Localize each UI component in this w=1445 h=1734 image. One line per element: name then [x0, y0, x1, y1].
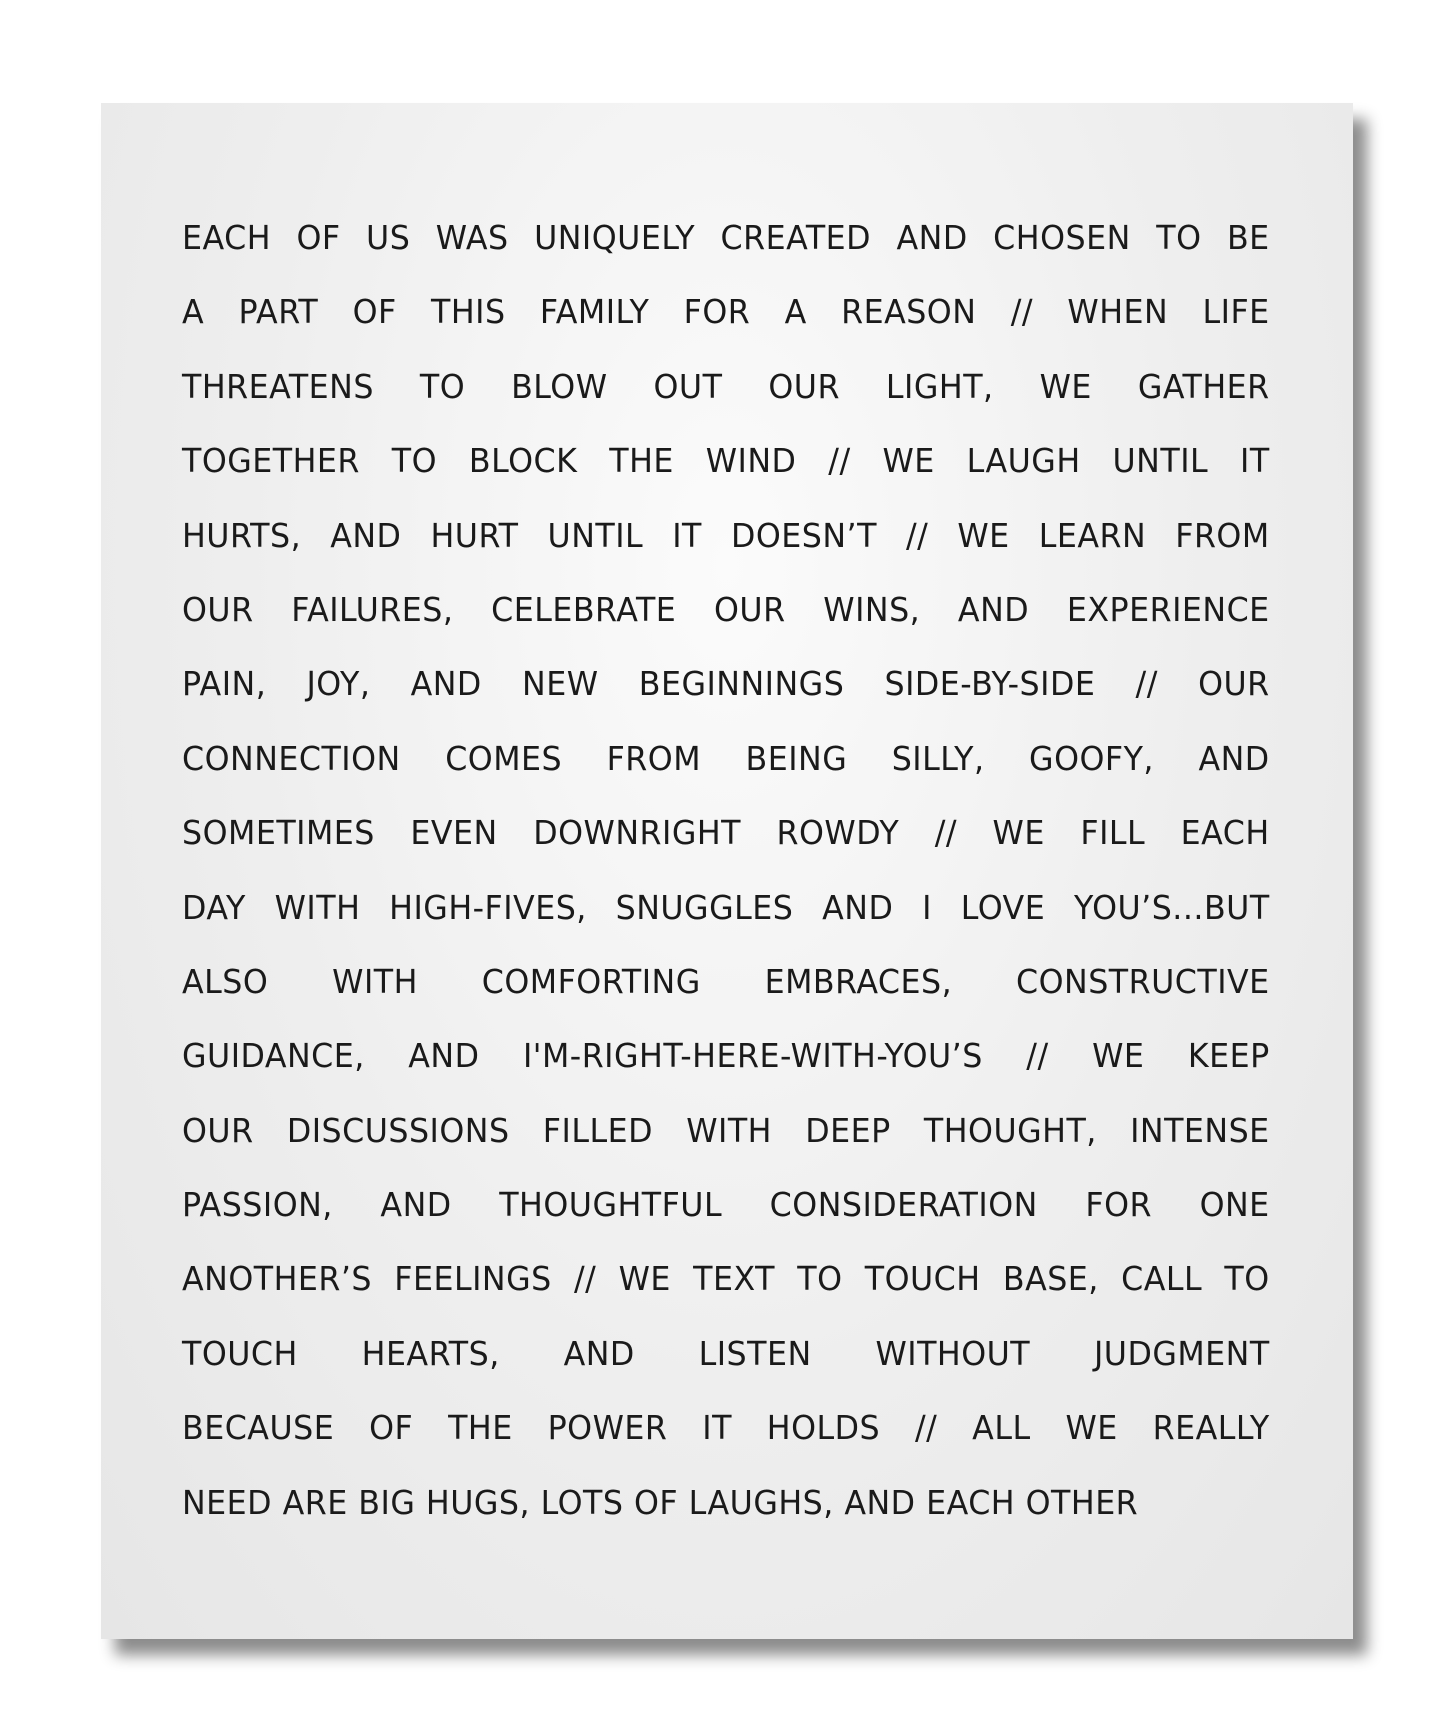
- manifesto-line: DAY WITH HIGH-FIVES, SNUGGLES AND I LOVE YOU’S...BUT: [182, 887, 1270, 927]
- manifesto-line: PAIN, JOY, AND NEW BEGINNINGS SIDE-BY-SIDE // OUR: [182, 664, 1270, 704]
- manifesto-line: TOGETHER TO BLOCK THE WIND // WE LAUGH UNTIL IT: [182, 441, 1270, 481]
- manifesto-line: BECAUSE OF THE POWER IT HOLDS // ALL WE REALLY: [182, 1408, 1270, 1448]
- manifesto-line: THREATENS TO BLOW OUT OUR LIGHT, WE GATHER: [182, 366, 1270, 406]
- manifesto-line: OUR FAILURES, CELEBRATE OUR WINS, AND EXPERIENCE: [182, 589, 1270, 629]
- manifesto-line: CONNECTION COMES FROM BEING SILLY, GOOFY, AND: [182, 738, 1270, 778]
- manifesto-line: EACH OF US WAS UNIQUELY CREATED AND CHOSEN TO BE: [182, 218, 1270, 257]
- manifesto-line: ANOTHER’S FEELINGS // WE TEXT TO TOUCH BASE, CALL TO: [182, 1259, 1270, 1299]
- manifesto-text: [182, 210, 1270, 1549]
- manifesto-line: OUR DISCUSSIONS FILLED WITH DEEP THOUGHT, INTENSE: [182, 1110, 1270, 1150]
- manifesto-line: HURTS, AND HURT UNTIL IT DOESN’T // WE LEARN FROM: [182, 515, 1270, 555]
- manifesto-line: TOUCH HEARTS, AND LISTEN WITHOUT JUDGMENT: [182, 1333, 1270, 1373]
- manifesto-line: NEED ARE BIG HUGS, LOTS OF LAUGHS, AND EACH OTHER: [182, 1482, 1139, 1522]
- manifesto-line: A PART OF THIS FAMILY FOR A REASON // WHEN LIFE: [182, 292, 1270, 332]
- manifesto-line: GUIDANCE, AND I'M-RIGHT-HERE-WITH-YOU’S // WE KEEP: [182, 1036, 1270, 1076]
- manifesto-line: SOMETIMES EVEN DOWNRIGHT ROWDY // WE FILL EACH: [182, 813, 1270, 853]
- manifesto-line: ALSO WITH COMFORTING EMBRACES, CONSTRUCTIVE: [182, 961, 1270, 1001]
- manifesto-line: PASSION, AND THOUGHTFUL CONSIDERATION FOR ONE: [182, 1185, 1270, 1225]
